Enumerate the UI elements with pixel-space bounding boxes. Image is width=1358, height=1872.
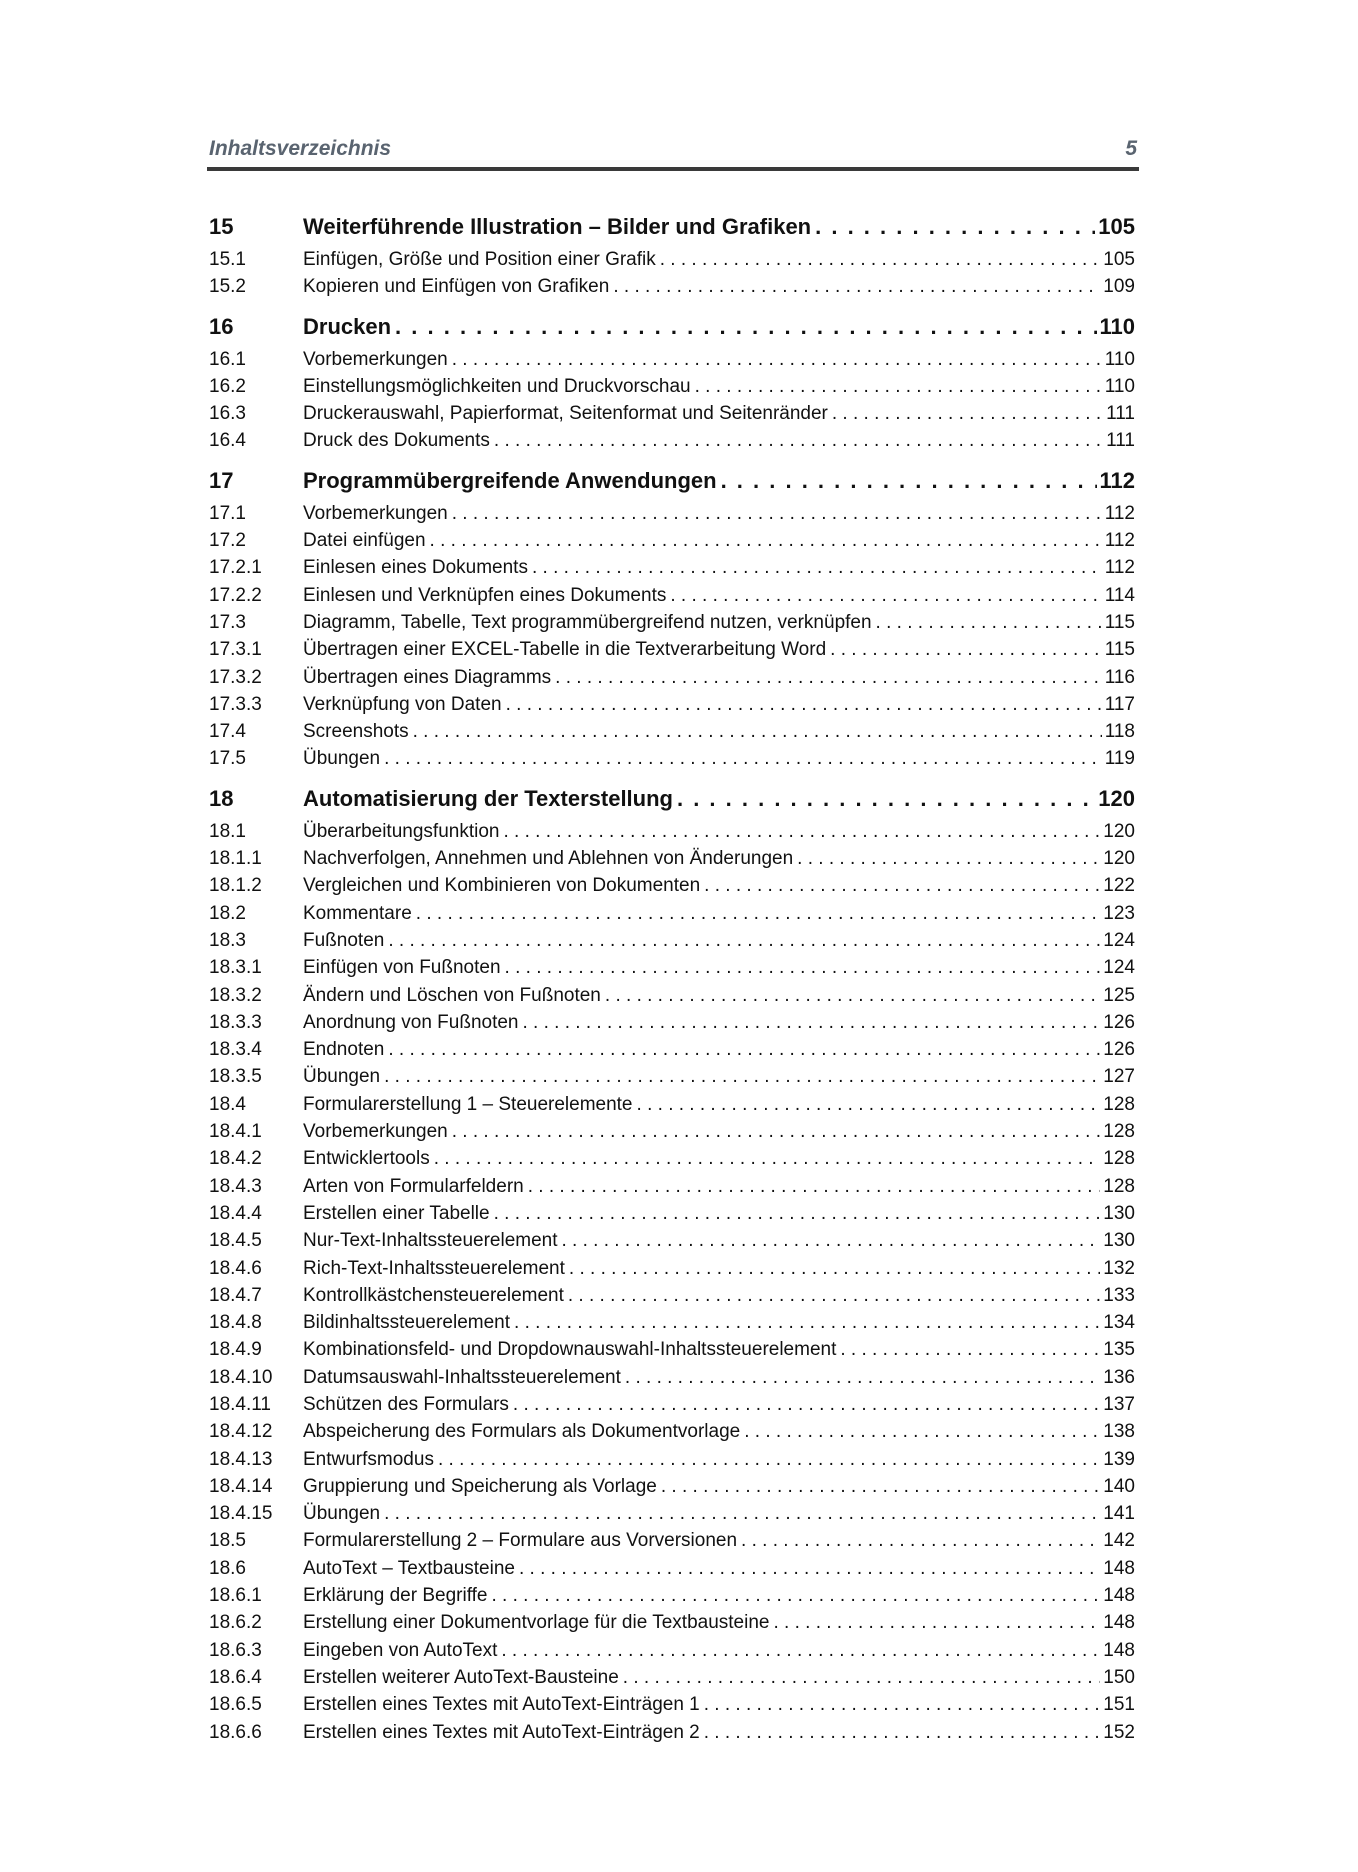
toc-entry-title: Abspeicherung des Formulars als Dokumentvorlage [303, 1418, 744, 1445]
toc-entry-subsection[interactable] [209, 1118, 1135, 1145]
toc-entry-subsection[interactable] [209, 1063, 1135, 1090]
toc-entry-title: Übungen [303, 1063, 384, 1090]
toc-entry-title: Übungen [303, 1500, 384, 1527]
toc-entry-page: 142 [1103, 1530, 1135, 1552]
toc-entry-section[interactable] [209, 927, 1135, 954]
toc-dot-leader [721, 461, 1097, 500]
toc-entry-page: 111 [1106, 430, 1135, 452]
toc-entry-section[interactable] [209, 1091, 1135, 1118]
toc-entry-subsection[interactable] [209, 1282, 1135, 1309]
page-header-number: 5 [1125, 137, 1137, 160]
toc-entry-section[interactable] [209, 273, 1135, 300]
toc-entry-subsection[interactable] [209, 1391, 1135, 1418]
toc-entry-number: 15.1 [209, 249, 246, 270]
toc-entry-number: 18.4.8 [209, 1312, 262, 1334]
toc-dot-leader [623, 1664, 1101, 1691]
toc-entry-title: Programmübergreifende Anwendungen [303, 461, 721, 500]
toc-dot-leader [562, 1227, 1101, 1254]
toc-entry-section[interactable] [209, 818, 1135, 845]
toc-entry-section[interactable] [209, 400, 1135, 427]
toc-entry-section[interactable] [209, 745, 1135, 772]
toc-dot-leader [832, 400, 1103, 427]
toc-entry-page: 115 [1104, 611, 1135, 633]
toc-dot-leader [514, 1309, 1100, 1336]
toc-entry-page: 117 [1104, 693, 1135, 715]
toc-dot-leader [384, 1500, 1100, 1527]
page-header-title: Inhaltsverzeichnis [209, 137, 392, 160]
toc-entry-title: Formularerstellung 2 – Formulare aus Vorversionen [303, 1527, 741, 1554]
toc-dot-leader [505, 954, 1101, 981]
toc-dot-leader [613, 273, 1100, 300]
toc-entry-page: 138 [1103, 1421, 1135, 1443]
toc-entry-chapter[interactable] [209, 461, 1135, 500]
toc-dot-leader [625, 1364, 1100, 1391]
toc-dot-leader [569, 1255, 1100, 1282]
toc-entry-page: 137 [1103, 1393, 1135, 1415]
toc-entry-page: 148 [1103, 1585, 1135, 1607]
toc-entry-page: 120 [1098, 785, 1135, 811]
toc-entry-title: Nur-Text-Inhaltssteuerelement [303, 1227, 562, 1254]
toc-entry-number: 18.3.5 [209, 1066, 262, 1088]
toc-dot-leader [677, 779, 1095, 818]
toc-entry-section[interactable] [209, 427, 1135, 454]
toc-entry-title: Kopieren und Einfügen von Grafiken [303, 273, 613, 300]
toc-dot-leader [704, 1719, 1101, 1746]
toc-entry-number: 18.5 [209, 1530, 246, 1552]
toc-entry-number: 18.6 [209, 1557, 246, 1579]
toc-entry-number: 18.3 [209, 929, 246, 951]
toc-dot-leader [434, 1145, 1101, 1172]
toc-entry-number: 18.6.5 [209, 1694, 262, 1716]
toc-entry-number: 18.3.3 [209, 1011, 262, 1033]
toc-dot-leader [830, 636, 1102, 663]
toc-entry-number: 18.6.1 [209, 1585, 262, 1607]
toc-entry-title: Kontrollkästchensteuerelement [303, 1282, 568, 1309]
toc-entry-title: Kombinationsfeld- und Dropdownauswahl-Inhaltssteuerelement [303, 1336, 840, 1363]
toc-entry-page: 152 [1103, 1721, 1135, 1743]
toc-entry-section[interactable] [209, 900, 1135, 927]
toc-entry-number: 18.4.10 [209, 1366, 273, 1388]
toc-entry-title: Übertragen einer EXCEL-Tabelle in die Textverarbeitung Word [303, 636, 830, 663]
toc-dot-leader [384, 1063, 1100, 1090]
toc-dot-leader [660, 246, 1101, 273]
toc-dot-leader [704, 1691, 1101, 1718]
toc-entry-subsection[interactable] [209, 636, 1135, 663]
toc-entry-section[interactable] [209, 1527, 1135, 1554]
toc-dot-leader [388, 927, 1100, 954]
toc-entry-page: 126 [1103, 1011, 1135, 1033]
toc-entry-number: 18.4.1 [209, 1121, 262, 1143]
toc-entry-page: 112 [1104, 530, 1135, 552]
toc-entry-subsection[interactable] [209, 1473, 1135, 1500]
toc-entry-page: 151 [1103, 1694, 1135, 1716]
toc-entry-subsection[interactable] [209, 1173, 1135, 1200]
toc-entry-page: 135 [1103, 1339, 1135, 1361]
toc-dot-leader [532, 554, 1102, 581]
toc-entry-title: Drucken [303, 307, 395, 346]
toc-entry-number: 18.4.3 [209, 1175, 262, 1197]
toc-entry-subsection[interactable] [209, 1364, 1135, 1391]
toc-entry-section[interactable] [209, 1555, 1135, 1582]
toc-entry-title: Kommentare [303, 900, 416, 927]
toc-entry-subsection[interactable] [209, 691, 1135, 718]
toc-entry-page: 110 [1099, 313, 1135, 339]
toc-entry-page: 111 [1106, 403, 1135, 425]
toc-entry-number: 18.1.2 [209, 875, 262, 897]
toc-entry-subsection[interactable] [209, 1418, 1135, 1445]
toc-entry-page: 132 [1103, 1257, 1135, 1279]
toc-dot-leader [494, 1200, 1101, 1227]
toc-dot-leader [413, 718, 1102, 745]
toc-entry-number: 17.3.2 [209, 666, 262, 688]
toc-entry-number: 17.4 [209, 721, 246, 743]
toc-entry-title: AutoText – Textbausteine [303, 1555, 519, 1582]
toc-dot-leader [704, 872, 1100, 899]
toc-entry-number: 18.4.7 [209, 1284, 262, 1306]
toc-entry-number: 15.2 [209, 276, 246, 298]
toc-entry-page: 112 [1104, 557, 1135, 579]
toc-dot-leader [494, 427, 1103, 454]
page-header [207, 137, 1139, 171]
toc-entry-number: 18 [209, 785, 234, 811]
toc-entry-number: 18.4.4 [209, 1202, 262, 1224]
toc-entry-title: Eingeben von AutoText [303, 1637, 501, 1664]
toc-entry-number: 18.4.14 [209, 1475, 273, 1497]
toc-entry-page: 124 [1103, 957, 1135, 979]
toc-entry-subsection[interactable] [209, 1227, 1135, 1254]
toc-entry-page: 150 [1103, 1666, 1135, 1688]
toc-entry-number: 15 [209, 214, 234, 239]
toc-entry-title: Übertragen eines Diagramms [303, 664, 555, 691]
toc-entry-subsection[interactable] [209, 1200, 1135, 1227]
toc-entry-title: Bildinhaltssteuerelement [303, 1309, 514, 1336]
toc-dot-leader [452, 346, 1102, 373]
toc-entry-number: 17 [209, 467, 234, 493]
toc-entry-page: 124 [1103, 929, 1135, 951]
toc-entry-number: 18.2 [209, 902, 246, 924]
toc-entry-number: 18.1 [209, 820, 246, 842]
toc-entry-title: Fußnoten [303, 927, 388, 954]
toc-dot-leader [506, 691, 1102, 718]
toc-entry-title: Druckerauswahl, Papierformat, Seitenformat und Seitenränder [303, 400, 832, 427]
toc-dot-leader [519, 1555, 1100, 1582]
toc-dot-leader [384, 745, 1102, 772]
toc-entry-title: Formularerstellung 1 – Steuerelemente [303, 1091, 637, 1118]
toc-entry-section[interactable] [209, 373, 1135, 400]
toc-entry-subsection[interactable] [209, 1036, 1135, 1063]
toc-entry-page: 118 [1104, 721, 1135, 743]
toc-dot-leader [523, 1009, 1101, 1036]
toc-entry-page: 140 [1103, 1475, 1135, 1497]
toc-entry-page: 130 [1103, 1230, 1135, 1252]
toc-entry-number: 17.2.1 [209, 557, 262, 579]
toc-dot-leader [876, 609, 1102, 636]
toc-entry-number: 18.3.2 [209, 984, 262, 1006]
toc-entry-title: Einstellungsmöglichkeiten und Druckvorschau [303, 373, 695, 400]
toc-entry-page: 133 [1103, 1284, 1135, 1306]
toc-entry-title: Erstellen eines Textes mit AutoText-Einträgen 2 [303, 1719, 704, 1746]
toc-entry-title: Arten von Formularfeldern [303, 1173, 528, 1200]
toc-entry-subsection[interactable] [209, 1664, 1135, 1691]
toc-entry-title: Screenshots [303, 718, 413, 745]
toc-entry-title: Einlesen und Verknüpfen eines Dokuments [303, 582, 670, 609]
toc-dot-leader [452, 1118, 1101, 1145]
toc-entry-subsection[interactable] [209, 1145, 1135, 1172]
toc-entry-subsection[interactable] [209, 1255, 1135, 1282]
toc-entry-page: 130 [1103, 1202, 1135, 1224]
toc-entry-number: 18.3.1 [209, 957, 262, 979]
toc-entry-number: 17.3.3 [209, 693, 262, 715]
toc-entry-title: Einlesen eines Dokuments [303, 554, 532, 581]
toc-entry-page: 110 [1104, 375, 1135, 397]
toc-entry-page: 115 [1104, 639, 1135, 661]
toc-entry-subsection[interactable] [209, 982, 1135, 1009]
toc-entry-number: 18.3.4 [209, 1039, 262, 1061]
toc-entry-title: Erstellen einer Tabelle [303, 1200, 494, 1227]
toc-entry-title: Übungen [303, 745, 384, 772]
toc-entry-page: 134 [1103, 1312, 1135, 1334]
toc-entry-page: 109 [1103, 276, 1135, 298]
toc-entry-title: Vergleichen und Kombinieren von Dokumenten [303, 872, 704, 899]
toc-entry-title: Datei einfügen [303, 527, 430, 554]
toc-entry-title: Druck des Dokuments [303, 427, 494, 454]
toc-entry-subsection[interactable] [209, 582, 1135, 609]
toc-entry-subsection[interactable] [209, 1009, 1135, 1036]
toc-entry-number: 16.4 [209, 430, 246, 452]
toc-dot-leader [605, 982, 1100, 1009]
toc-entry-title: Vorbemerkungen [303, 1118, 452, 1145]
toc-entry-number: 18.6.4 [209, 1666, 262, 1688]
toc-entry-page: 114 [1104, 584, 1135, 606]
toc-entry-subsection[interactable] [209, 1691, 1135, 1718]
toc-dot-leader [797, 845, 1100, 872]
toc-entry-page: 128 [1103, 1121, 1135, 1143]
toc-entry-page: 148 [1103, 1639, 1135, 1661]
toc-entry-section[interactable] [209, 346, 1135, 373]
toc-entry-number: 18.6.3 [209, 1639, 262, 1661]
toc-entry-number: 18.4.9 [209, 1339, 262, 1361]
toc-entry-page: 112 [1104, 502, 1135, 524]
toc-entry-number: 18.4.12 [209, 1421, 273, 1443]
toc-entry-number: 18.1.1 [209, 848, 262, 870]
toc-entry-title: Erklärung der Begriffe [303, 1582, 491, 1609]
toc-entry-subsection[interactable] [209, 1500, 1135, 1527]
toc-entry-page: 123 [1103, 902, 1135, 924]
toc-dot-leader [503, 818, 1100, 845]
toc-entry-number: 18.4.2 [209, 1148, 262, 1170]
toc-entry-title: Gruppierung und Speicherung als Vorlage [303, 1473, 661, 1500]
toc-entry-subsection[interactable] [209, 554, 1135, 581]
toc-entry-number: 16 [209, 313, 234, 339]
toc-entry-number: 18.6.6 [209, 1721, 262, 1743]
toc-entry-page: 122 [1103, 875, 1135, 897]
toc-dot-leader [491, 1582, 1100, 1609]
toc-entry-title: Vorbemerkungen [303, 346, 452, 373]
toc-entry-subsection[interactable] [209, 1609, 1135, 1636]
toc-entry-title: Anordnung von Fußnoten [303, 1009, 523, 1036]
toc-dot-leader [555, 664, 1102, 691]
toc-entry-page: 125 [1103, 984, 1135, 1006]
toc-dot-leader [438, 1446, 1100, 1473]
toc-entry-title: Vorbemerkungen [303, 500, 452, 527]
table-of-contents [209, 207, 1135, 1746]
toc-dot-leader [744, 1418, 1100, 1445]
toc-entry-title: Erstellung einer Dokumentvorlage für die Textbausteine [303, 1609, 773, 1636]
toc-entry-subsection[interactable] [209, 1446, 1135, 1473]
toc-dot-leader [741, 1527, 1100, 1554]
toc-entry-title: Erstellen eines Textes mit AutoText-Einträgen 1 [303, 1691, 704, 1718]
toc-entry-subsection[interactable] [209, 1582, 1135, 1609]
toc-entry-section[interactable] [209, 609, 1135, 636]
toc-entry-number: 17.3 [209, 611, 246, 633]
toc-entry-page: 128 [1103, 1148, 1135, 1170]
toc-entry-page: 119 [1104, 748, 1135, 770]
toc-entry-title: Nachverfolgen, Annehmen und Ablehnen von Änderungen [303, 845, 797, 872]
toc-entry-title: Weiterführende Illustration – Bilder und Grafiken [303, 207, 815, 246]
toc-entry-title: Rich-Text-Inhaltssteuerelement [303, 1255, 569, 1282]
toc-dot-leader [637, 1091, 1101, 1118]
toc-entry-title: Einfügen, Größe und Position einer Grafik [303, 246, 660, 273]
toc-entry-page: 105 [1103, 249, 1135, 270]
toc-entry-title: Entwurfsmodus [303, 1446, 438, 1473]
toc-entry-number: 18.4.5 [209, 1230, 262, 1252]
toc-entry-title: Überarbeitungsfunktion [303, 818, 503, 845]
toc-entry-number: 17.3.1 [209, 639, 262, 661]
toc-dot-leader [568, 1282, 1100, 1309]
toc-entry-title: Ändern und Löschen von Fußnoten [303, 982, 605, 1009]
toc-entry-subsection[interactable] [209, 845, 1135, 872]
toc-entry-subsection[interactable] [209, 1637, 1135, 1664]
toc-entry-title: Erstellen weiterer AutoText-Bausteine [303, 1664, 623, 1691]
toc-entry-number: 18.4 [209, 1093, 246, 1115]
toc-dot-leader [501, 1637, 1100, 1664]
toc-dot-leader [670, 582, 1101, 609]
toc-entry-number: 16.3 [209, 403, 246, 425]
toc-entry-page: 136 [1103, 1366, 1135, 1388]
toc-dot-leader [661, 1473, 1100, 1500]
toc-dot-leader [452, 500, 1102, 527]
toc-entry-subsection[interactable] [209, 664, 1135, 691]
toc-entry-title: Einfügen von Fußnoten [303, 954, 505, 981]
toc-entry-section[interactable] [209, 718, 1135, 745]
toc-entry-section[interactable] [209, 500, 1135, 527]
toc-entry-page: 127 [1103, 1066, 1135, 1088]
toc-dot-leader [528, 1173, 1101, 1200]
toc-entry-subsection[interactable] [209, 954, 1135, 981]
toc-entry-section[interactable] [209, 527, 1135, 554]
toc-entry-page: 112 [1099, 467, 1135, 493]
toc-entry-title: Automatisierung der Texterstellung [303, 779, 677, 818]
toc-dot-leader [395, 307, 1096, 346]
toc-entry-chapter[interactable] [209, 779, 1135, 818]
toc-entry-title: Schützen des Formulars [303, 1391, 513, 1418]
toc-entry-number: 17.2 [209, 530, 246, 552]
toc-entry-number: 18.4.11 [209, 1393, 271, 1415]
toc-entry-subsection[interactable] [209, 1719, 1135, 1746]
toc-entry-subsection[interactable] [209, 1336, 1135, 1363]
toc-entry-number: 18.4.15 [209, 1503, 273, 1525]
toc-dot-leader [773, 1609, 1100, 1636]
toc-entry-number: 17.2.2 [209, 584, 262, 606]
toc-entry-page: 120 [1103, 848, 1135, 870]
toc-entry-subsection[interactable] [209, 1309, 1135, 1336]
toc-entry-title: Verknüpfung von Daten [303, 691, 506, 718]
toc-entry-title: Endnoten [303, 1036, 388, 1063]
toc-entry-title: Entwicklertools [303, 1145, 434, 1172]
toc-entry-chapter[interactable] [209, 307, 1135, 346]
toc-entry-number: 16.2 [209, 375, 246, 397]
toc-dot-leader [388, 1036, 1100, 1063]
toc-entry-number: 18.4.13 [209, 1448, 273, 1470]
toc-dot-leader [695, 373, 1102, 400]
toc-dot-leader [840, 1336, 1100, 1363]
toc-entry-subsection[interactable] [209, 872, 1135, 899]
toc-dot-leader [815, 207, 1095, 246]
toc-entry-page: 126 [1103, 1039, 1135, 1061]
toc-entry-page: 128 [1103, 1175, 1135, 1197]
toc-entry-page: 148 [1103, 1557, 1135, 1579]
toc-entry-number: 18.4.6 [209, 1257, 262, 1279]
toc-entry-page: 139 [1103, 1448, 1135, 1470]
toc-dot-leader [430, 527, 1102, 554]
toc-dot-leader [513, 1391, 1100, 1418]
toc-entry-chapter[interactable] [209, 207, 1135, 246]
toc-entry-number: 18.6.2 [209, 1612, 262, 1634]
toc-entry-page: 110 [1104, 348, 1135, 370]
toc-entry-title: Datumsauswahl-Inhaltssteuerelement [303, 1364, 625, 1391]
toc-entry-page: 105 [1098, 214, 1135, 239]
toc-entry-number: 17.5 [209, 748, 246, 770]
toc-entry-section[interactable] [209, 246, 1135, 273]
toc-dot-leader [416, 900, 1101, 927]
toc-entry-page: 141 [1103, 1503, 1135, 1525]
toc-entry-title: Diagramm, Tabelle, Text programmübergreifend nutzen, verknüpfen [303, 609, 876, 636]
toc-entry-page: 148 [1103, 1612, 1135, 1634]
toc-entry-page: 116 [1104, 666, 1135, 688]
toc-entry-page: 120 [1103, 820, 1135, 842]
toc-entry-page: 128 [1103, 1093, 1135, 1115]
toc-entry-number: 17.1 [209, 502, 246, 524]
toc-entry-number: 16.1 [209, 348, 246, 370]
